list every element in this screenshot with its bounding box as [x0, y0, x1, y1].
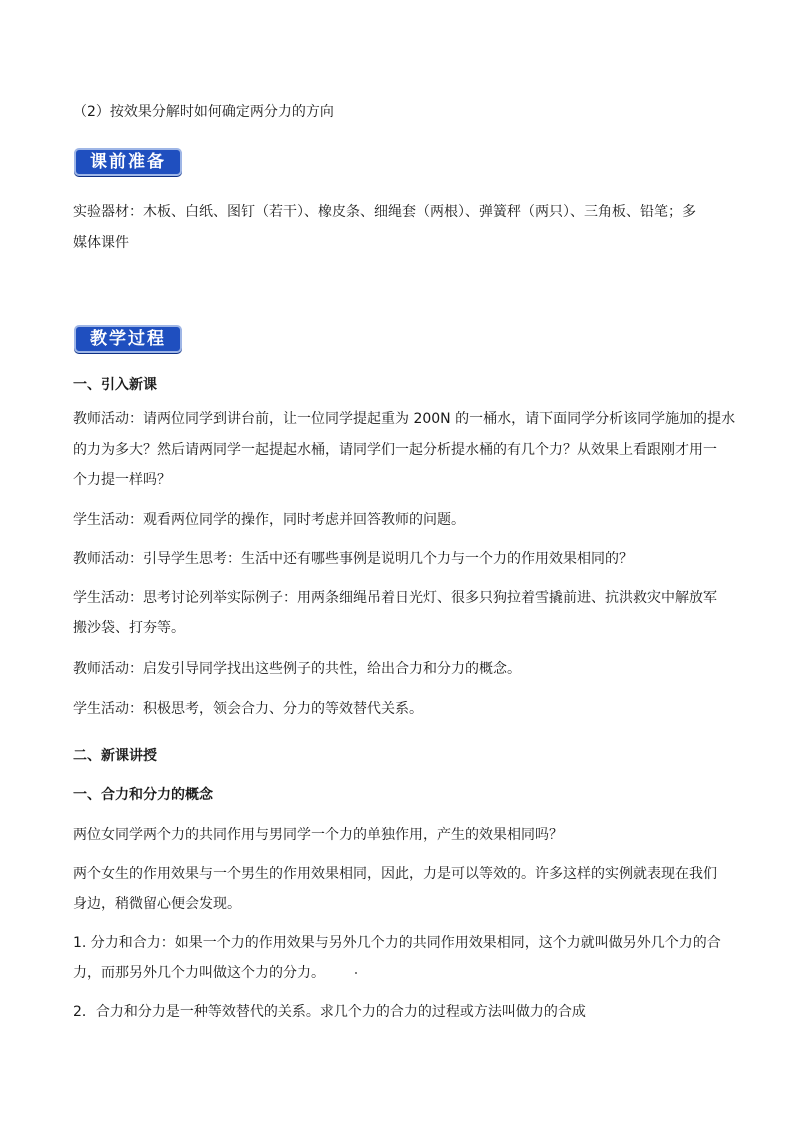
- teacher-activity-2: 教师活动：引导学生思考：生活中还有哪些事例是说明几个力与一个力的作用效果相同的？: [73, 551, 633, 567]
- section-badge-prep: 课前准备: [74, 148, 182, 176]
- student-activity-3: 学生活动：积极思考，领会合力、分力的等效替代关系。: [73, 701, 423, 717]
- stray-dot-mark: [355, 972, 357, 974]
- definition-item-1-line-1: 1. 分力和合力：如果一个力的作用效果与另外几个力的共同作用效果相同，这个力就叫做另外几个力的合: [73, 935, 721, 951]
- prep-text-line-2: 媒体课件: [73, 235, 129, 251]
- prep-text-line-1: 实验器材：木板、白纸、图钉（若干）、橡皮条、细绳套（两根）、弹簧秤（两只）、三角板、铅笔；多: [73, 204, 696, 220]
- definition-item-1-line-2: 力，而那另外几个力叫做这个力的分力。: [73, 965, 325, 981]
- student-activity-1: 学生活动：观看两位同学的操作，同时考虑并回答教师的问题。: [73, 512, 465, 528]
- teacher-activity-1-line-3: 个力提一样吗？: [73, 472, 171, 488]
- answer-paragraph-line-2: 身边，稍微留心便会发现。: [73, 896, 241, 912]
- sub-heading-concepts: 一、合力和分力的概念: [73, 787, 213, 803]
- section-badge-process: 教学过程: [74, 325, 182, 353]
- definition-item-2: 2．合力和分力是一种等效替代的关系。求几个力的合力的过程或方法叫做力的合成: [73, 1004, 586, 1020]
- section-heading-intro: 一、引入新课: [73, 377, 157, 393]
- student-activity-2-line-2: 搬沙袋、打夯等。: [73, 620, 185, 636]
- teacher-activity-1-line-2: 的力为多大？然后请两同学一起提起水桶，请同学们一起分析提水桶的有几个力？从效果上看跟刚才用一: [73, 442, 717, 458]
- student-activity-2-line-1: 学生活动：思考讨论列举实际例子：用两条细绳吊着日光灯、很多只狗拉着雪撬前进、抗洪救灾中解放军: [73, 590, 717, 606]
- question-item-2: （2）按效果分解时如何确定两分力的方向: [73, 104, 334, 120]
- answer-paragraph-line-1: 两个女生的作用效果与一个男生的作用效果相同，因此，力是可以等效的。许多这样的实例就表现在我们: [73, 866, 717, 882]
- teacher-activity-1-line-1: 教师活动：请两位同学到讲台前，让一位同学提起重为 200N 的一桶水，请下面同学分析该同学施加的提水: [73, 411, 736, 427]
- question-paragraph: 两位女同学两个力的共同作用与男同学一个力的单独作用，产生的效果相同吗？: [73, 827, 563, 843]
- section-heading-new-lesson: 二、新课讲授: [73, 748, 157, 764]
- teacher-activity-3: 教师活动：启发引导同学找出这些例子的共性，给出合力和分力的概念。: [73, 661, 521, 677]
